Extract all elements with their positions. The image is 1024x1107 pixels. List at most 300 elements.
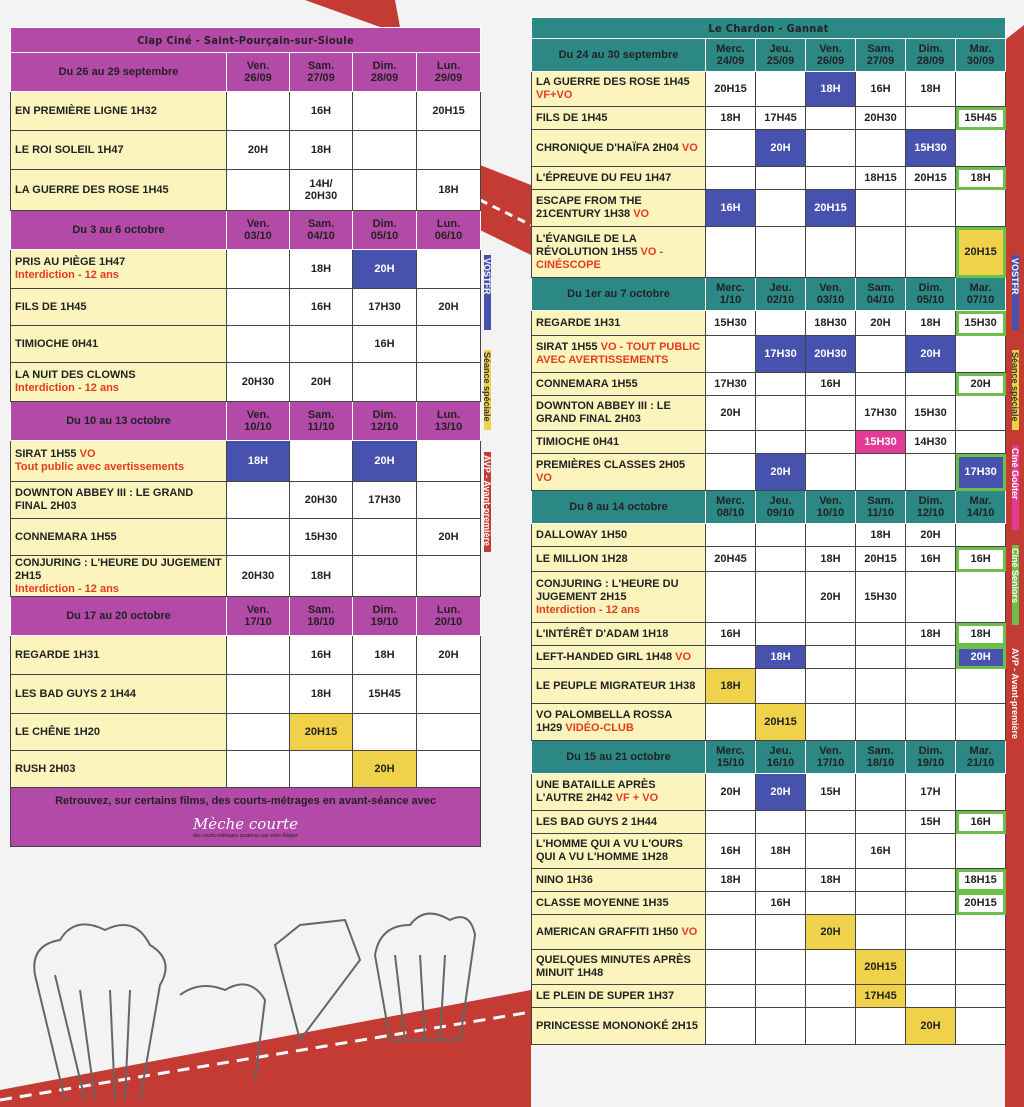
day-header <box>856 39 906 72</box>
showtime-cell: 18H <box>956 167 1006 190</box>
showtime-cell <box>227 675 290 714</box>
day-header <box>756 491 806 524</box>
day-name: Ven. <box>246 218 270 230</box>
day-date: 12/10 <box>916 507 945 519</box>
showtime-cell <box>906 572 956 623</box>
day-date: 11/10 <box>307 421 335 433</box>
day-date: 25/09 <box>766 55 795 67</box>
day-date: 20/10 <box>434 616 463 628</box>
seance-speciale-legend-left: Séance spéciale <box>482 352 492 422</box>
showtime-cell <box>706 1008 756 1045</box>
showtime-cell: 20H <box>756 130 806 167</box>
film-name: FILS DE 1H45 <box>536 111 608 124</box>
showtime-cell <box>290 441 353 482</box>
film-row <box>11 363 481 402</box>
film-title-cell <box>532 834 706 869</box>
day-name: Merc. <box>716 495 745 507</box>
film-name: UNE BATAILLE APRÈS L'AUTRE 2H42 <box>536 779 656 804</box>
showtime-cell: 15H <box>906 811 956 834</box>
day-name: Ven. <box>819 495 842 507</box>
film-row <box>11 519 481 556</box>
day-date: 15/10 <box>716 757 745 769</box>
day-header <box>856 491 906 524</box>
showtime-cell <box>956 834 1006 869</box>
showtime-cell <box>906 646 956 669</box>
footer-text: Retrouvez, sur certains films, des courts-métrages en avant-séance avec <box>55 795 436 807</box>
film-title-cell <box>532 72 706 107</box>
week-period: Du 10 au 13 octobre <box>11 402 227 441</box>
film-title-cell <box>11 675 227 714</box>
day-name: Ven. <box>819 43 842 55</box>
showtime-cell: 17H <box>906 774 956 811</box>
showtime-cell <box>756 227 806 278</box>
showtime-cell <box>756 669 806 704</box>
showtime-cell: 15H30 <box>290 519 353 556</box>
week-header-row <box>11 402 481 441</box>
showtime-cell <box>806 167 856 190</box>
day-name: Lun. <box>436 604 461 616</box>
showtime-cell <box>906 669 956 704</box>
day-name: Mar. <box>969 495 992 507</box>
showtime-cell <box>353 519 417 556</box>
film-title-cell <box>11 441 227 482</box>
day-date: 07/10 <box>966 294 995 306</box>
day-header <box>353 53 417 92</box>
week-header-row <box>11 211 481 250</box>
day-name: Sam. <box>307 218 335 230</box>
showtime-cell: 20H <box>353 250 417 289</box>
showtime-cell <box>956 72 1006 107</box>
film-note: Interdiction - 12 ans <box>15 582 119 595</box>
showtime-cell: 20H <box>706 396 756 431</box>
day-name: Merc. <box>716 43 745 55</box>
showtime-cell <box>806 985 856 1008</box>
film-name: PRIS AU PIÈGE 1H47 <box>15 256 126 268</box>
showtime-cell <box>856 227 906 278</box>
showtime-cell <box>906 454 956 491</box>
film-name: TIMIOCHE 0H41 <box>536 435 620 448</box>
film-row <box>532 1008 1006 1045</box>
showtime-cell: 20H15 <box>417 92 481 131</box>
cine-seniors-legend: Ciné Seniors <box>1010 548 1020 604</box>
showtime-cell <box>806 524 856 547</box>
film-title-cell <box>532 167 706 190</box>
showtime-cell: 16H <box>856 834 906 869</box>
showtime-cell <box>756 431 806 454</box>
day-name: Sam. <box>307 60 335 72</box>
showtime-cell: 20H <box>906 1008 956 1045</box>
showtime-cell <box>227 289 290 326</box>
showtime-cell <box>806 227 856 278</box>
film-name: CONJURING : L'HEURE DU JUGEMENT 2H15 <box>536 577 679 603</box>
film-name: LE CHÊNE 1H20 <box>15 725 100 738</box>
showtime-cell <box>353 714 417 751</box>
showtime-cell: 16H <box>956 811 1006 834</box>
showtime-cell <box>756 1008 806 1045</box>
film-title-cell <box>532 336 706 373</box>
week-period: Du 26 au 29 septembre <box>11 53 227 92</box>
day-date: 19/10 <box>370 616 399 628</box>
showtime-cell <box>353 363 417 402</box>
showtime-cell <box>756 524 806 547</box>
showtime-cell: 17H45 <box>856 985 906 1008</box>
showtime-cell <box>227 751 290 788</box>
showtime-cell <box>856 454 906 491</box>
film-row <box>532 431 1006 454</box>
film-row <box>532 107 1006 130</box>
film-name: REGARDE 1H31 <box>15 648 100 661</box>
showtime-cell: 18H <box>906 311 956 336</box>
showtime-cell <box>956 669 1006 704</box>
showtime-cell <box>756 396 806 431</box>
film-note: Interdiction - 12 ans <box>15 269 119 281</box>
day-name: Dim. <box>918 43 943 55</box>
showtime-cell <box>706 915 756 950</box>
film-name: LA GUERRE DES ROSE 1H45 <box>15 183 169 196</box>
showtime-cell <box>227 170 290 211</box>
showtime-cell <box>906 985 956 1008</box>
day-header <box>956 491 1006 524</box>
showtime-cell <box>706 892 756 915</box>
showtime-cell <box>227 714 290 751</box>
day-header <box>353 211 417 250</box>
showtime-cell: 17H30 <box>956 454 1006 491</box>
day-date: 21/10 <box>966 757 995 769</box>
day-date: 28/09 <box>370 72 399 84</box>
showtime-cell: 20H <box>756 774 806 811</box>
showtime-cell <box>756 915 806 950</box>
version-tag: VO <box>536 472 552 484</box>
showtime-cell <box>706 572 756 623</box>
showtime-cell <box>756 572 806 623</box>
week-period: Du 3 au 6 octobre <box>11 211 227 250</box>
day-name: Jeu. <box>769 282 792 294</box>
day-name: Lun. <box>436 218 461 230</box>
day-header <box>906 491 956 524</box>
showtime-cell <box>353 131 417 170</box>
film-row <box>532 572 1006 623</box>
showtime-cell <box>227 636 290 675</box>
day-name: Jeu. <box>769 43 792 55</box>
showtime-cell <box>756 950 806 985</box>
showtime-cell: 20H <box>756 454 806 491</box>
showtime-cell: 16H <box>290 289 353 326</box>
week-header-row <box>11 53 481 92</box>
film-name: LES BAD GUYS 2 1H44 <box>536 815 658 828</box>
film-row <box>532 774 1006 811</box>
film-row <box>532 130 1006 167</box>
film-row <box>11 751 481 788</box>
showtime-cell <box>856 1008 906 1045</box>
showtime-cell: 20H <box>906 524 956 547</box>
showtime-cell <box>756 869 806 892</box>
red-band-top <box>305 0 400 27</box>
film-title-cell <box>532 774 706 811</box>
showtime-cell: 17H30 <box>706 373 756 396</box>
showtime-cell: 18H <box>706 107 756 130</box>
film-name: LE MILLION 1H28 <box>536 552 628 565</box>
showtime-cell: 20H15 <box>956 892 1006 915</box>
film-row <box>532 834 1006 869</box>
film-note: Interdiction - 12 ans <box>15 382 119 394</box>
day-name: Sam. <box>867 495 894 507</box>
day-date: 03/10 <box>816 294 845 306</box>
day-name: Dim. <box>918 495 943 507</box>
showtime-cell <box>856 915 906 950</box>
showtime-cell: 20H <box>417 519 481 556</box>
day-date: 26/09 <box>244 72 272 84</box>
day-header <box>353 597 417 636</box>
film-name: SIRAT 1H55 <box>15 448 77 460</box>
showtime-cell: 16H <box>290 92 353 131</box>
film-name: RUSH 2H03 <box>15 762 76 775</box>
version-tag: VO <box>681 925 698 938</box>
day-header <box>227 53 290 92</box>
showtime-cell <box>856 623 906 646</box>
showtime-cell: 20H15 <box>806 190 856 227</box>
showtime-cell: 15H45 <box>956 107 1006 130</box>
showtime-cell: 16H <box>856 72 906 107</box>
film-title-cell <box>11 519 227 556</box>
showtime-cell <box>756 190 806 227</box>
showtime-cell: 18H30 <box>806 311 856 336</box>
film-name: CONNEMARA 1H55 <box>536 377 638 390</box>
week-period: Du 8 au 14 octobre <box>532 491 706 524</box>
showtime-cell <box>956 190 1006 227</box>
film-row <box>11 170 481 211</box>
showtime-cell: 20H <box>417 289 481 326</box>
showtime-cell: 15H30 <box>906 130 956 167</box>
showtime-cell: 20H30 <box>290 482 353 519</box>
showtime-cell <box>417 363 481 402</box>
day-date: 24/09 <box>716 55 745 67</box>
showtime-cell: 20H30 <box>856 107 906 130</box>
day-date: 28/09 <box>916 55 945 67</box>
showtime-cell: 20H <box>706 774 756 811</box>
film-name: CHRONIQUE D'HAÏFA 2H04 <box>536 141 679 154</box>
showtime-cell: 20H <box>353 441 417 482</box>
showtime-cell: 20H15 <box>756 704 806 741</box>
day-date: 04/10 <box>307 230 335 242</box>
footer-tagline: des courts-métrages soutenus par votre Région <box>192 833 299 839</box>
day-header <box>706 39 756 72</box>
day-date: 02/10 <box>766 294 795 306</box>
showtime-cell: 20H <box>906 336 956 373</box>
day-header <box>417 402 481 441</box>
week-period: Du 1er au 7 octobre <box>532 278 706 311</box>
day-date: 06/10 <box>434 230 463 242</box>
film-name: PRINCESSE MONONOKÉ 2H15 <box>536 1019 698 1032</box>
showtime-cell <box>956 985 1006 1008</box>
film-row <box>532 547 1006 572</box>
showtime-cell <box>806 130 856 167</box>
showtime-cell <box>417 751 481 788</box>
showtime-cell: 20H15 <box>706 72 756 107</box>
showtime-cell: 18H <box>806 547 856 572</box>
showtime-cell: 14H30 <box>906 431 956 454</box>
showtime-cell: 18H <box>227 441 290 482</box>
showtime-cell: 20H <box>417 636 481 675</box>
showtime-cell <box>227 519 290 556</box>
showtime-cell: 20H15 <box>906 167 956 190</box>
film-name: L'ÉVANGILE DE LA RÉVOLUTION 1H55 <box>536 232 638 258</box>
week-header-row <box>532 491 1006 524</box>
film-name: DOWNTON ABBEY III : LE GRAND FINAL 2H03 <box>536 400 671 425</box>
film-name: EN PREMIÈRE LIGNE 1H32 <box>15 104 157 117</box>
avp-legend-left: AVP - Avant-première <box>482 455 492 547</box>
showtime-cell: 18H <box>806 869 856 892</box>
day-header <box>417 211 481 250</box>
film-row <box>11 131 481 170</box>
day-header <box>806 278 856 311</box>
day-date: 14/10 <box>966 507 995 519</box>
showtime-cell <box>956 431 1006 454</box>
film-name: LE PEUPLE MIGRATEUR 1H38 <box>536 679 696 692</box>
day-header <box>956 741 1006 774</box>
showtime-cell: 18H <box>353 636 417 675</box>
film-row <box>532 227 1006 278</box>
version-tag: VO <box>633 208 650 220</box>
showtime-cell: 15H30 <box>706 311 756 336</box>
showtime-cell <box>806 454 856 491</box>
showtime-cell: 18H <box>756 646 806 669</box>
showtime-cell: 18H15 <box>856 167 906 190</box>
film-row <box>532 72 1006 107</box>
showtime-cell: 18H <box>290 556 353 597</box>
week-header-row <box>532 741 1006 774</box>
day-header <box>290 402 353 441</box>
showtime-cell <box>417 441 481 482</box>
film-name: SIRAT 1H55 <box>536 341 598 353</box>
showtime-cell <box>756 373 806 396</box>
film-row <box>532 167 1006 190</box>
showtime-cell: 14H/ 20H30 <box>290 170 353 211</box>
showtime-cell <box>706 646 756 669</box>
film-row <box>532 373 1006 396</box>
day-header <box>417 597 481 636</box>
red-band-bottom <box>0 990 531 1107</box>
film-name: L'INTÉRÊT D'ADAM 1H18 <box>536 627 669 640</box>
film-title-cell <box>11 250 227 289</box>
showtime-cell: 18H <box>956 623 1006 646</box>
day-header <box>417 53 481 92</box>
showtime-cell <box>417 326 481 363</box>
week-header-row <box>532 278 1006 311</box>
film-title-cell <box>532 646 706 669</box>
showtime-cell: 20H15 <box>856 950 906 985</box>
film-name: CLASSE MOYENNE 1H35 <box>536 896 669 909</box>
film-title-cell <box>532 1008 706 1045</box>
showtime-cell <box>806 107 856 130</box>
showtime-cell <box>956 130 1006 167</box>
showtime-cell <box>417 131 481 170</box>
film-name: REGARDE 1H31 <box>536 316 621 329</box>
showtime-cell <box>706 431 756 454</box>
showtime-cell <box>906 915 956 950</box>
day-header <box>806 39 856 72</box>
showtime-cell <box>227 92 290 131</box>
showtime-cell: 16H <box>706 190 756 227</box>
day-name: Dim. <box>372 60 397 72</box>
film-name: LE ROI SOLEIL 1H47 <box>15 143 124 156</box>
showtime-cell: 20H15 <box>290 714 353 751</box>
showtime-cell <box>353 92 417 131</box>
showtime-cell <box>706 704 756 741</box>
showtime-cell <box>806 704 856 741</box>
day-name: Sam. <box>867 745 894 757</box>
film-name: QUELQUES MINUTES APRÈS MINUIT 1H48 <box>536 954 691 979</box>
showtime-cell <box>956 396 1006 431</box>
film-row <box>11 556 481 597</box>
showtime-cell: 16H <box>706 623 756 646</box>
film-row <box>11 289 481 326</box>
showtime-cell: 16H <box>806 373 856 396</box>
day-name: Sam. <box>307 409 335 421</box>
film-name: LEFT-HANDED GIRL 1H48 <box>536 650 673 663</box>
film-title-cell <box>11 714 227 751</box>
day-header <box>756 741 806 774</box>
film-title-cell <box>532 107 706 130</box>
day-name: Sam. <box>867 43 894 55</box>
day-date: 27/09 <box>866 55 895 67</box>
showtime-cell: 16H <box>956 547 1006 572</box>
film-title-cell <box>532 524 706 547</box>
week-period: Du 24 au 30 septembre <box>532 39 706 72</box>
showtime-cell <box>906 869 956 892</box>
day-date: 08/10 <box>716 507 745 519</box>
day-name: Lun. <box>436 409 461 421</box>
showtime-cell <box>290 751 353 788</box>
day-date: 03/10 <box>244 230 272 242</box>
showtime-cell <box>706 454 756 491</box>
film-row <box>11 636 481 675</box>
day-header <box>906 278 956 311</box>
showtime-cell <box>706 227 756 278</box>
day-name: Sam. <box>307 604 335 616</box>
film-row <box>532 623 1006 646</box>
showtime-cell <box>806 892 856 915</box>
film-prefix: VO <box>536 709 552 721</box>
day-header <box>906 741 956 774</box>
film-name: TIMIOCHE 0H41 <box>15 337 99 350</box>
day-date: 09/10 <box>766 507 795 519</box>
day-header <box>706 741 756 774</box>
footer <box>11 788 481 847</box>
day-name: Dim. <box>372 604 397 616</box>
version-tag: VO - TOUT PUBLIC AVEC AVERTISSEMENTS <box>536 341 701 366</box>
day-header <box>856 278 906 311</box>
film-name: CONNEMARA 1H55 <box>15 530 117 543</box>
day-header <box>756 278 806 311</box>
day-header <box>956 39 1006 72</box>
film-row <box>11 714 481 751</box>
showtime-cell <box>417 675 481 714</box>
showtime-cell <box>290 326 353 363</box>
showtime-cell: 16H <box>706 834 756 869</box>
day-date: 17/10 <box>816 757 845 769</box>
film-title-cell <box>11 92 227 131</box>
showtime-cell: 20H <box>956 373 1006 396</box>
showtime-cell <box>906 892 956 915</box>
film-row <box>532 454 1006 491</box>
showtime-cell <box>353 170 417 211</box>
film-row <box>532 396 1006 431</box>
showtime-cell <box>417 714 481 751</box>
day-name: Sam. <box>867 282 894 294</box>
film-name: NINO 1H36 <box>536 873 593 886</box>
day-date: 16/10 <box>766 757 795 769</box>
day-date: 30/09 <box>966 55 995 67</box>
